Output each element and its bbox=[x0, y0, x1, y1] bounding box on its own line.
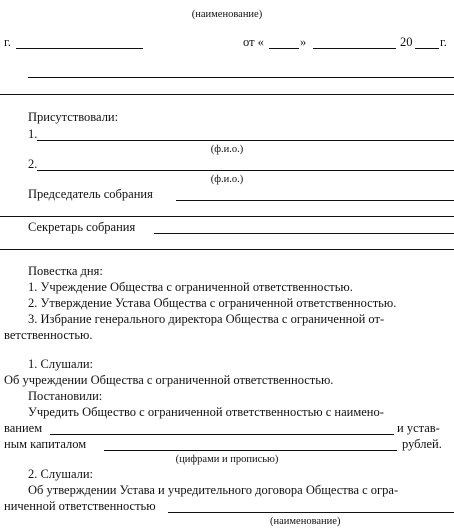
section1-line2-start: ванием bbox=[4, 421, 43, 435]
year-prefix: 20 bbox=[400, 35, 413, 49]
section1-line3-end: рублей. bbox=[402, 437, 442, 451]
fio-caption-2: (ф.и.о.) bbox=[210, 174, 244, 185]
section2-line1: Об утверждении Устава и учредительного договора Общества с огра- bbox=[28, 483, 399, 497]
year-field[interactable] bbox=[415, 48, 439, 49]
agenda-item-1: 1. Учреждение Общества с ограниченной ответственностью. bbox=[28, 280, 353, 294]
section2-heard: 2. Слушали: bbox=[28, 467, 94, 481]
name-caption: (наименование) bbox=[191, 9, 263, 20]
section2-line2-start: ниченной ответственностью bbox=[4, 499, 156, 513]
company-name-field[interactable] bbox=[50, 434, 394, 435]
section2-name-field[interactable] bbox=[168, 512, 454, 513]
section1-resolved: Постановили: bbox=[28, 389, 103, 403]
agenda-item-2: 2. Утверждение Устава Общества с ограниченной ответственностью. bbox=[28, 296, 397, 310]
attendee-2-field[interactable] bbox=[37, 170, 454, 171]
fio-caption-1: (ф.и.о.) bbox=[210, 144, 244, 155]
date-quote-close: » bbox=[300, 35, 307, 49]
city-field[interactable] bbox=[16, 48, 143, 49]
separator-line bbox=[0, 216, 454, 217]
city-prefix: г. bbox=[4, 35, 11, 49]
chairman-field[interactable] bbox=[176, 200, 454, 201]
header-line-1[interactable] bbox=[28, 77, 454, 78]
agenda-item-3: 3. Избрание генерального директора Общества с ограниченной от- bbox=[28, 312, 385, 326]
secretary-field[interactable] bbox=[154, 233, 454, 234]
secretary-label: Секретарь собрания bbox=[28, 220, 136, 234]
agenda-title: Повестка дня: bbox=[28, 264, 103, 278]
date-prefix: от « bbox=[243, 35, 264, 49]
capital-amount-field[interactable] bbox=[104, 450, 397, 451]
header-line-2[interactable] bbox=[0, 94, 454, 95]
chairman-label: Председатель собрания bbox=[28, 187, 153, 201]
date-month-field[interactable] bbox=[313, 48, 396, 49]
section1-line2-end: и устав- bbox=[397, 421, 440, 435]
amount-caption: (цифрами и прописью) bbox=[175, 454, 279, 465]
agenda-item-3-cont: ветственностью. bbox=[4, 328, 93, 342]
section1-heard-text: Об учреждении Общества с ограниченной ответственностью. bbox=[4, 373, 334, 387]
present-label: Присутствовали: bbox=[28, 110, 119, 124]
section1-line3-start: ным капиталом bbox=[4, 437, 87, 451]
attendee-1-number: 1. bbox=[28, 127, 38, 141]
attendee-2-number: 2. bbox=[28, 157, 38, 171]
secretary-field-2[interactable] bbox=[0, 249, 454, 250]
section1-line1: Учредить Общество с ограниченной ответственностью с наимено- bbox=[28, 405, 384, 419]
section2-caption: (наименование) bbox=[270, 516, 341, 527]
section1-heard: 1. Слушали: bbox=[28, 357, 94, 371]
date-day-field[interactable] bbox=[269, 48, 299, 49]
attendee-1-field[interactable] bbox=[37, 140, 454, 141]
year-suffix: г. bbox=[440, 35, 447, 49]
